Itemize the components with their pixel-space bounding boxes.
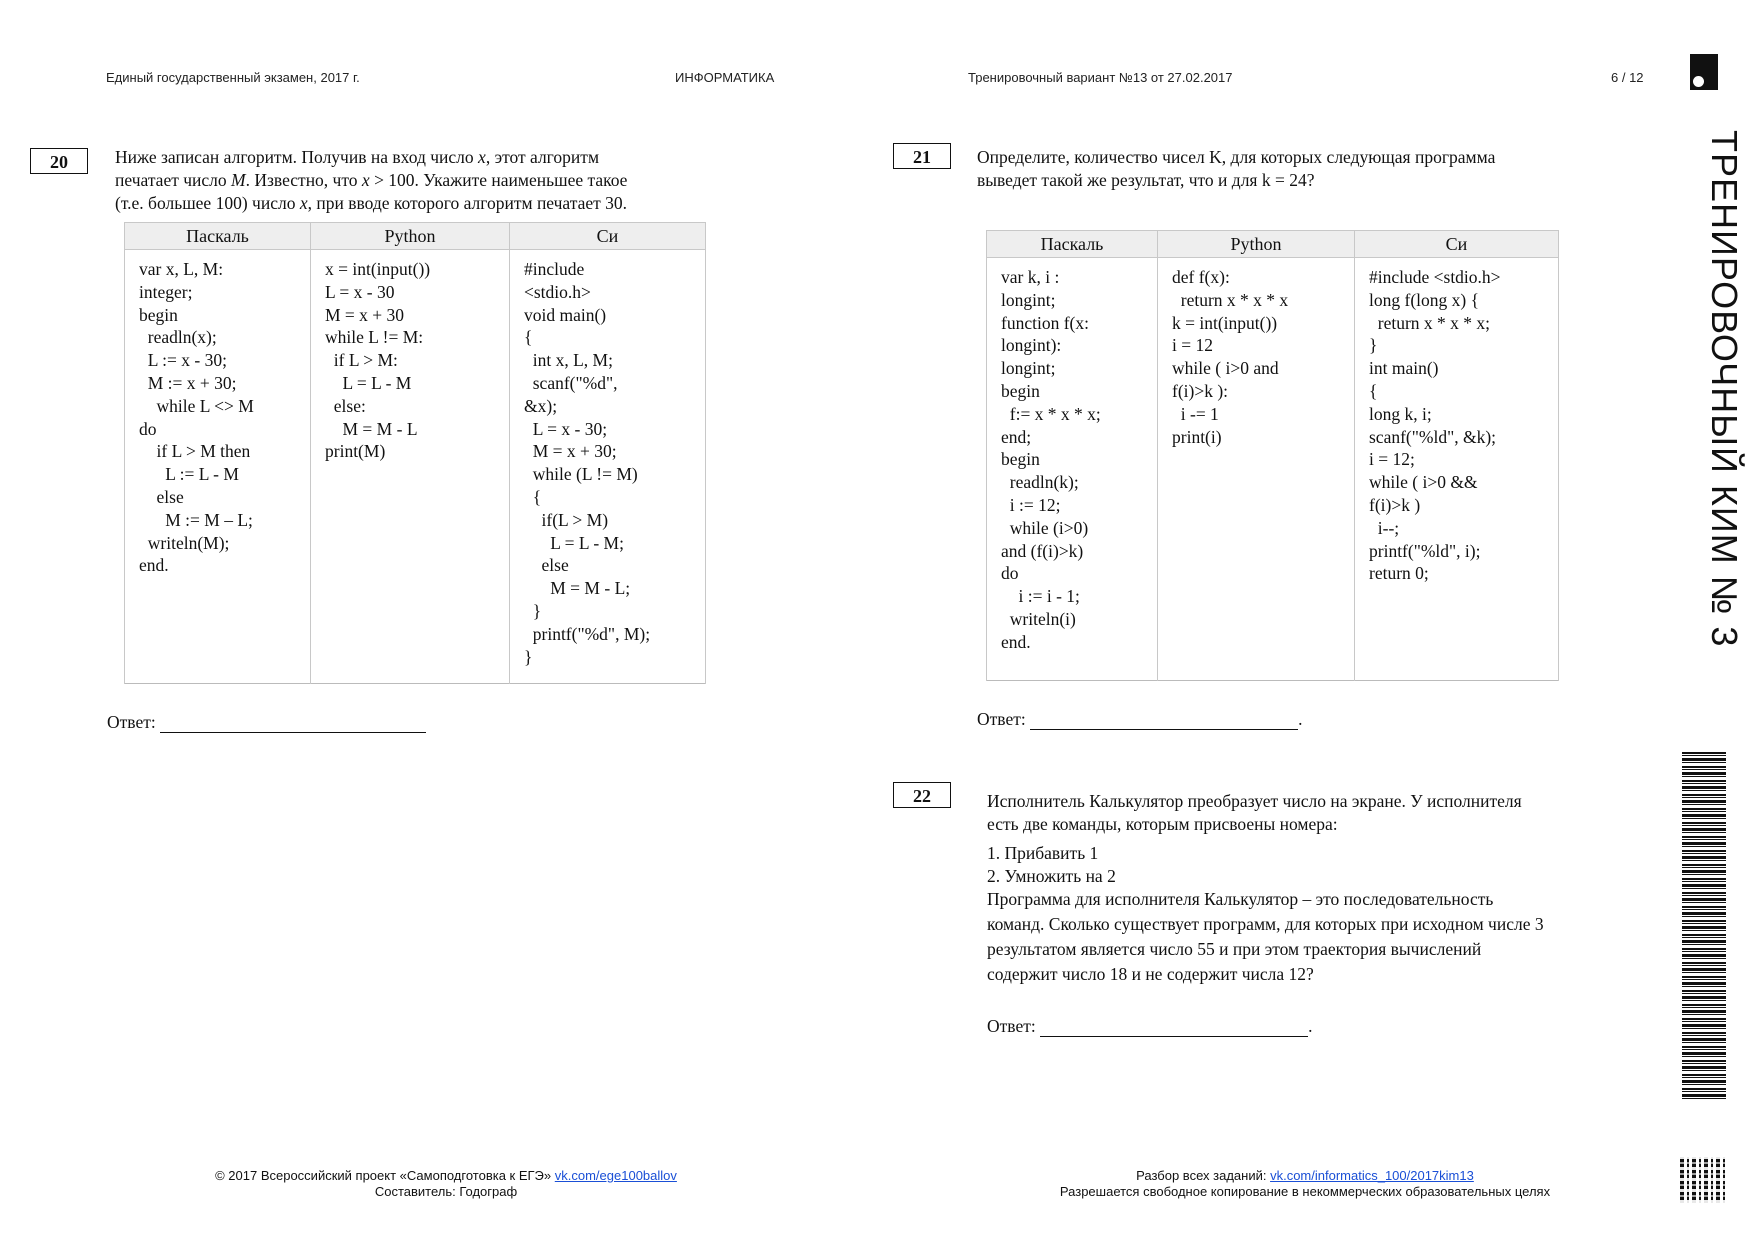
q22-command-2: 2. Умножить на 2 bbox=[987, 866, 1116, 886]
question-22-number: 22 bbox=[893, 782, 951, 808]
question-22-answer bbox=[987, 1016, 1312, 1037]
header-exam: Единый государственный экзамен, 2017 г. bbox=[106, 70, 360, 85]
q21-answer-field[interactable] bbox=[1030, 711, 1298, 730]
q21-answer-end: . bbox=[1298, 709, 1303, 729]
footer-left-text: © 2017 Всероссийский проект «Самоподготовка к ЕГЭ» bbox=[215, 1168, 552, 1183]
q22-line-4: команд. Сколько существует программ, для которых при исходном числе 3 bbox=[987, 914, 1544, 934]
footer-right-text: Разбор всех заданий: bbox=[1136, 1168, 1267, 1183]
footer-right bbox=[1000, 1168, 1610, 1200]
question-21-code-table bbox=[986, 230, 1559, 681]
barcode-icon bbox=[1682, 752, 1726, 1100]
q20-python-code: x = int(input()) L = x - 30 M = x + 30 while L != M: if L > M: L = L - M else: M = M - L print(M) bbox=[325, 259, 431, 462]
q22-line-2: есть две команды, которым присвоены номера: bbox=[987, 814, 1338, 834]
q22-line-5: результатом является число 55 и при этом траектория вычислений bbox=[987, 939, 1482, 959]
q20-pascal-code: var x, L, M: integer; begin readln(x); L := x - 30; M := x + 30; while L <> M do if L > M then L := L - M else M := M – L; writeln(M); end. bbox=[139, 259, 254, 576]
q22-answer-field[interactable] bbox=[1040, 1018, 1308, 1037]
question-20-code-table bbox=[124, 222, 706, 684]
footer-right-link[interactable]: vk.com/informatics_100/2017kim13 bbox=[1270, 1168, 1474, 1183]
side-title: ТРЕНИРОВОЧНЫЙ КИМ № 3 bbox=[1704, 130, 1745, 648]
footer-left-link[interactable]: vk.com/ege100ballov bbox=[554, 1168, 677, 1183]
header-variant: Тренировочный вариант №13 от 27.02.2017 bbox=[968, 70, 1233, 85]
question-21-text: Определите, количество чисел K, для которых следующая программа выведет такой же результат, что и для k = 24? bbox=[977, 147, 1496, 190]
q20-c-code: #include <stdio.h> void main() { int x, L, M; scanf("%d", &x); L = x - 30; M = x + 30; while (L != M) { if(L > M) L = L - M; else M = M - L; } printf("%d", M); } bbox=[524, 259, 651, 667]
qr-code-icon bbox=[1680, 1157, 1726, 1203]
logo-icon bbox=[1690, 54, 1718, 90]
q21-header-python: Python bbox=[1158, 231, 1355, 258]
q20-answer-label: Ответ: bbox=[107, 712, 156, 732]
q22-line-3: Программа для исполнителя Калькулятор – это последовательность bbox=[987, 889, 1494, 909]
footer-left-author: Составитель: Годограф bbox=[374, 1184, 518, 1199]
q21-python-code: def f(x): return x * x * x k = int(input()) i = 12 while ( i>0 and f(i)>k ): i -= 1 print(i) bbox=[1172, 267, 1289, 447]
q21-header-c: Си bbox=[1355, 231, 1559, 258]
q22-command-1: 1. Прибавить 1 bbox=[987, 843, 1099, 863]
q21-header-pascal: Паскаль bbox=[987, 231, 1158, 258]
q21-c-code: #include <stdio.h> long f(long x) { return x * x * x; } int main() { long k, i; scanf("%ld", &k); i = 12; while ( i>0 && f(i)>k ) i--; printf("%ld", i); return 0; bbox=[1369, 267, 1501, 584]
question-20-text: Ниже записан алгоритм. Получив на вход число x, этот алгоритм печатает число M. Известно, что x > 100. Укажите наименьшее такое (т.е. большее 100) число x, при вводе которого алгоритм печатает 30. bbox=[115, 147, 628, 213]
q22-line-6: содержит число 18 и не содержит числа 12? bbox=[987, 964, 1314, 984]
footer-left bbox=[146, 1168, 746, 1200]
header-subject: ИНФОРМАТИКА bbox=[675, 70, 775, 85]
q20-answer-field[interactable] bbox=[160, 714, 426, 733]
question-21-number: 21 bbox=[893, 143, 951, 169]
q20-header-python: Python bbox=[311, 223, 510, 250]
q20-header-pascal: Паскаль bbox=[125, 223, 311, 250]
footer-right-license: Разрешается свободное копирование в некоммерческих образовательных целях bbox=[1059, 1184, 1551, 1199]
q22-line-1: Исполнитель Калькулятор преобразует число на экране. У исполнителя bbox=[987, 791, 1522, 811]
q21-answer-label: Ответ: bbox=[977, 709, 1026, 729]
question-22-text bbox=[987, 790, 1544, 986]
question-20-number: 20 bbox=[30, 148, 88, 174]
q22-answer-label: Ответ: bbox=[987, 1016, 1036, 1036]
q21-pascal-code: var k, i : longint; function f(x: longint): longint; begin f:= x * x * x; end; begin readln(k); i := 12; while (i>0) and (f(i)>k) do i := i - 1; writeln(i) end. bbox=[1001, 267, 1101, 652]
q22-answer-end: . bbox=[1308, 1016, 1313, 1036]
question-21-answer bbox=[977, 709, 1302, 730]
q20-header-c: Си bbox=[510, 223, 706, 250]
header-page-number: 6 / 12 bbox=[1611, 70, 1644, 85]
question-20-answer bbox=[107, 712, 426, 733]
